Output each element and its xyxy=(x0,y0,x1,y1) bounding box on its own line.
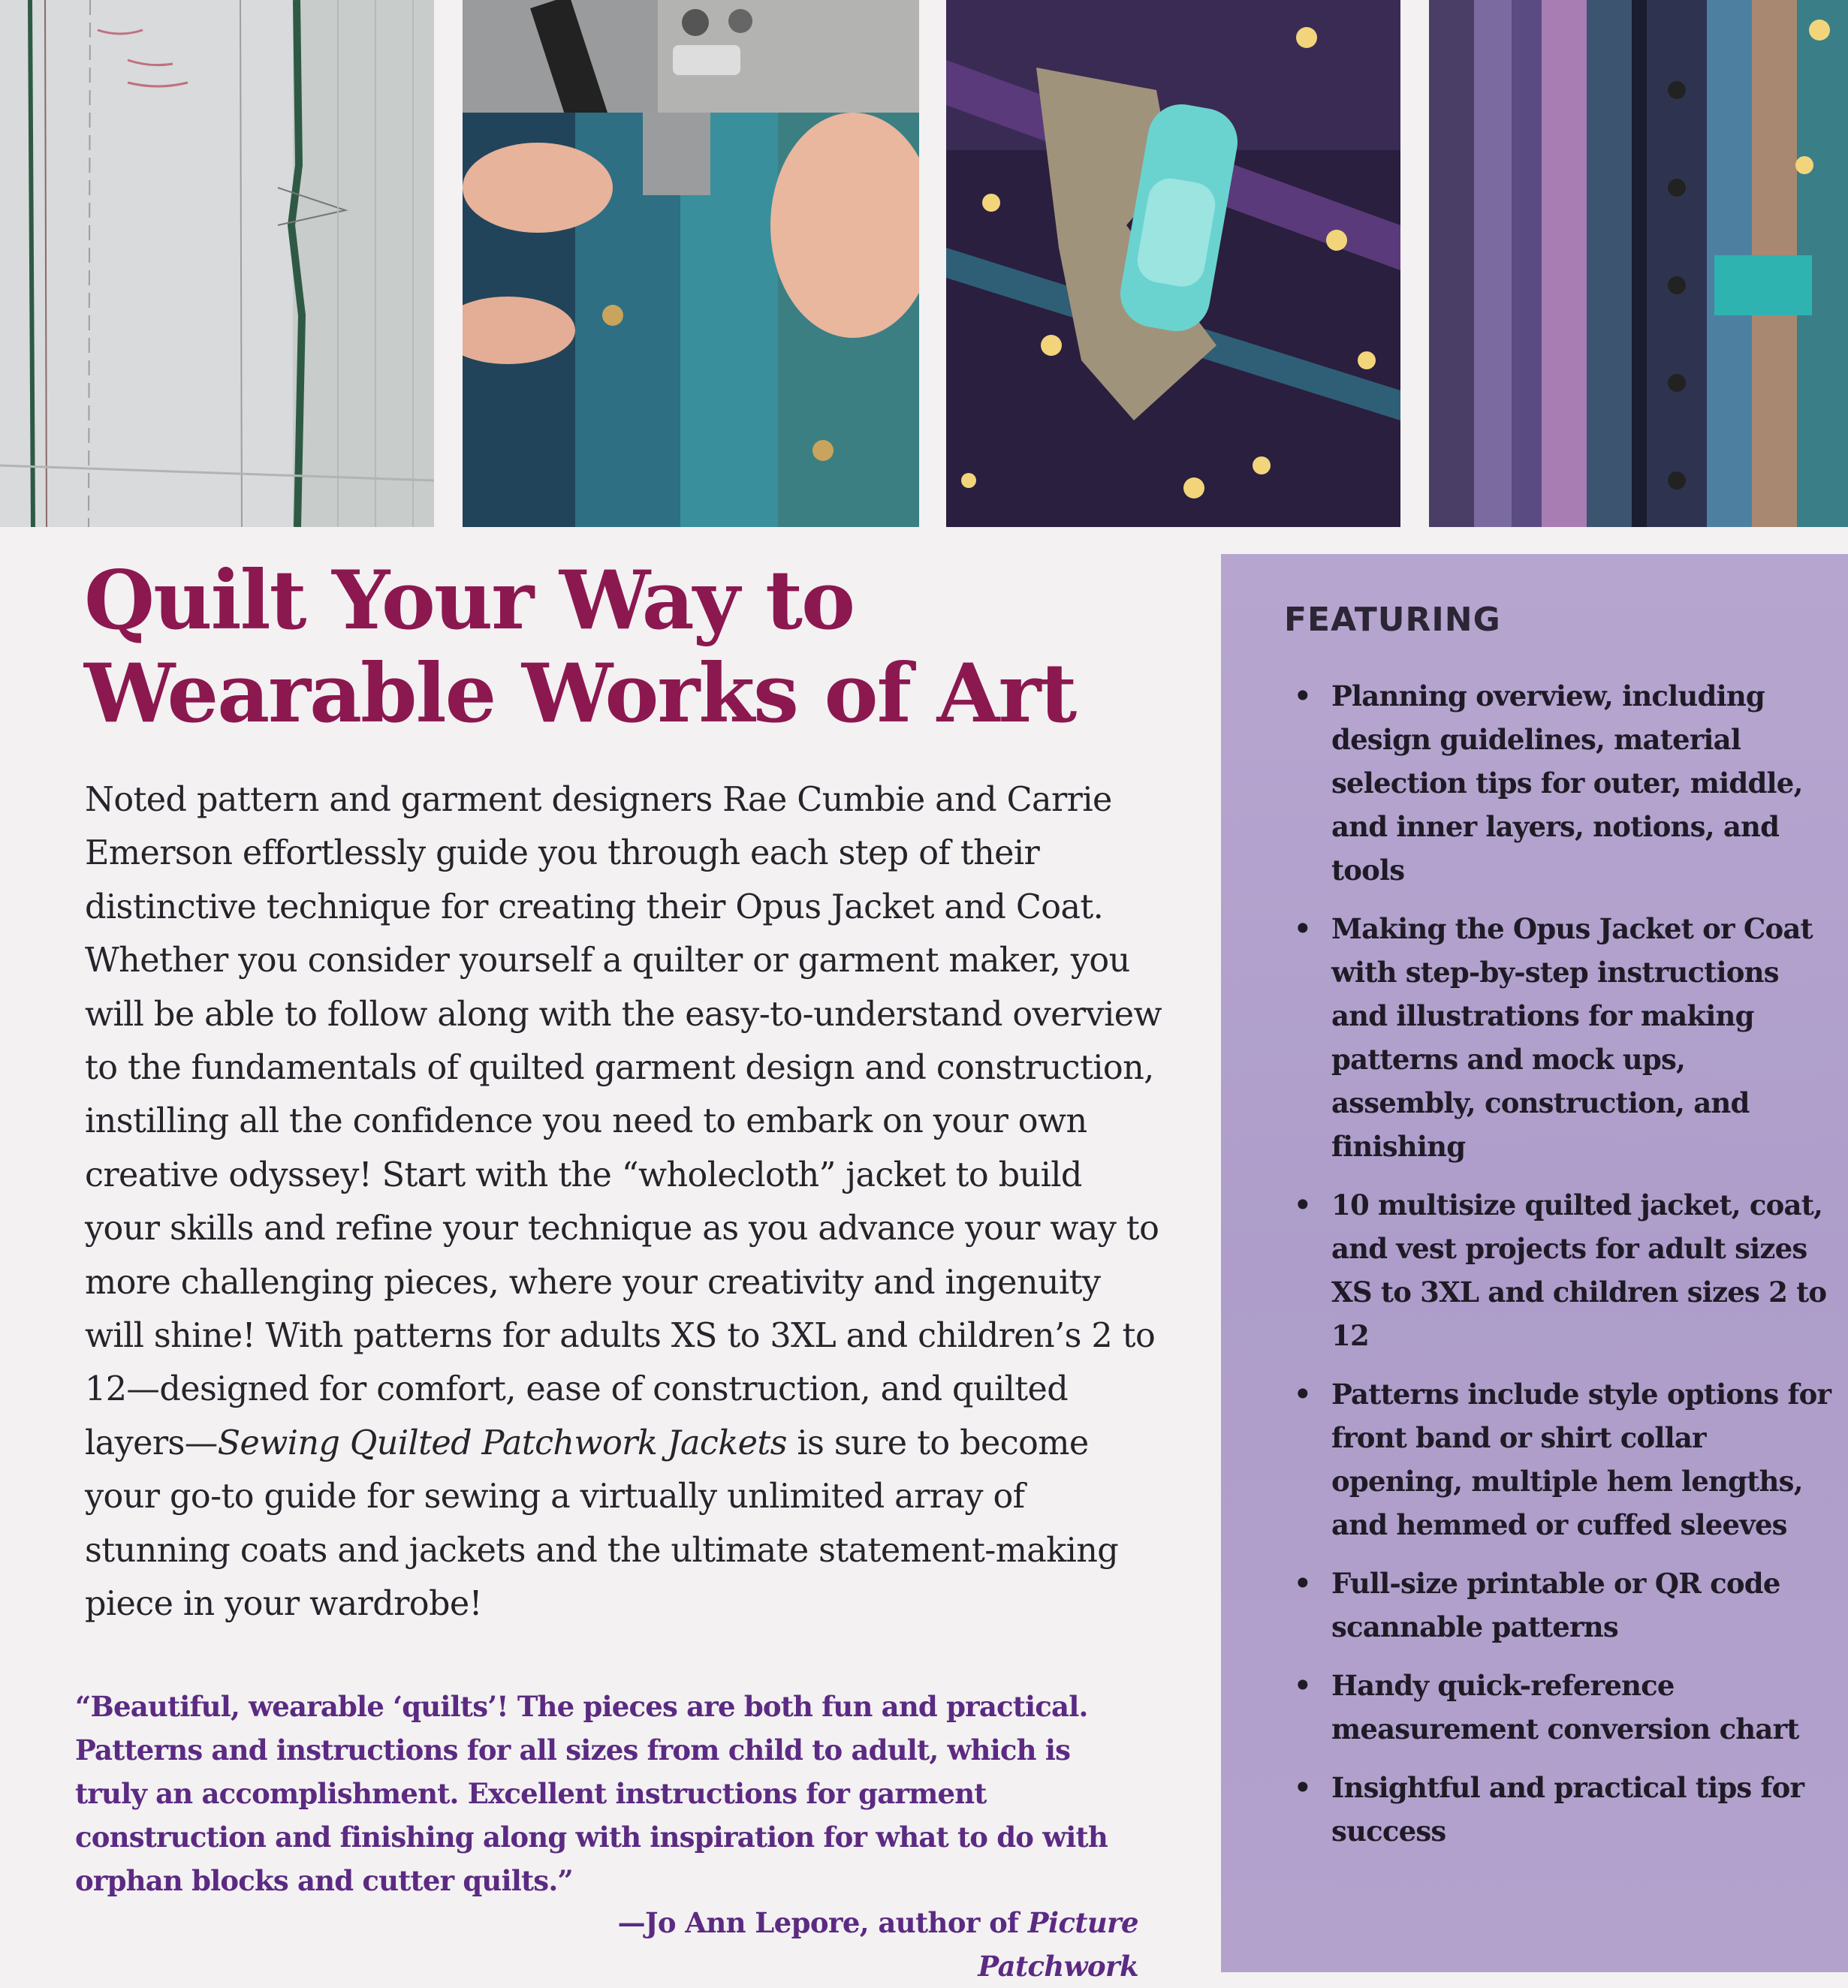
feature-item: • Patterns include style options for front band or shirt collar opening, multiple hem lengths, and hemmed or cuffed sleeves xyxy=(1277,1372,1833,1547)
feature-list xyxy=(1277,674,1833,1868)
pattern-paper-photo xyxy=(0,0,434,527)
feature-item: • Planning overview, including design guidelines, material selection tips for outer, middle, and inner layers, notions, and tools xyxy=(1277,674,1833,892)
description-book-title: Sewing Quilted Patchwork Jackets xyxy=(217,1423,787,1462)
patchwork-jacket-photo xyxy=(1429,0,1848,527)
featuring-title: FEATURING xyxy=(1284,601,1501,639)
feature-item: • Making the Opus Jacket or Coat with step-by-step instructions and illustrations for making patterns and mock ups, assembly, construction, and finishing xyxy=(1277,907,1833,1168)
featuring-sidebar xyxy=(1221,554,1848,1972)
feature-item: • Handy quick-reference measurement conversion chart xyxy=(1277,1664,1833,1751)
feature-item: • Insightful and practical tips for success xyxy=(1277,1766,1833,1853)
testimonial-attribution xyxy=(463,1901,1138,1988)
attribution-book-title: Picture Patchwork xyxy=(978,1906,1138,1983)
description-part-2: is sure to become your go-to guide for sewing a virtually unlimited array of stunning coats and jackets and the ultimate statement-making piece in your wardrobe! xyxy=(85,1423,1119,1624)
headline-line-2: Wearable Works of Art xyxy=(84,646,1076,741)
feature-item: • Full-size printable or QR code scannable patterns xyxy=(1277,1562,1833,1649)
headline xyxy=(84,554,1188,740)
description-part-1: Noted pattern and garment designers Rae Cumbie and Carrie Emerson effortlessly guide you through each step of their distinctive technique for creating their Opus Jacket and Coat. Whether you consider yourself a quilter or garment maker, you will be able to follow along with the easy-to-understand overview to the fundamentals of quilted garment design and construction, instilling all the confidence you need to embark on your own creative odyssey! Start with the “wholecloth” jacket to build your skills and refine your technique as you advance your way to more challenging pieces, where your creativity and ingenuity will shine! With patterns for adults XS to 3XL and children’s 2 to 12—designed for comfort, ease of construction, and quilted layers— xyxy=(85,781,1162,1462)
attribution-prefix: —Jo Ann Lepore, author of xyxy=(617,1906,1028,1939)
iron-star-fabric-photo xyxy=(946,0,1400,527)
headline-line-1: Quilt Your Way to xyxy=(84,553,855,648)
feature-item: • 10 multisize quilted jacket, coat, and vest projects for adult sizes XS to 3XL and children sizes 2 to 12 xyxy=(1277,1183,1833,1357)
description-paragraph xyxy=(85,773,1166,1631)
testimonial-quote: “Beautiful, wearable ‘quilts’! The pieces are both fun and practical. Patterns and instructions for all sizes from child to adult, which is truly an accomplishment. Excellent instructions for garment construction and finishing along with inspiration for what to do with orphan blocks and cutter quilts.” xyxy=(75,1690,1108,1897)
sewing-machine-photo xyxy=(463,0,919,527)
